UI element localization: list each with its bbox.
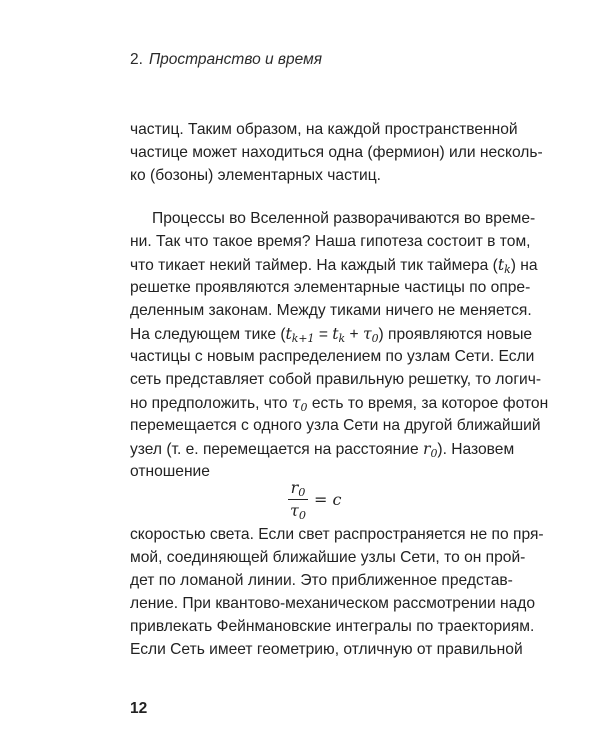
text-line: сеть представляет собой правильную решетку, то логич- — [130, 371, 542, 388]
speed-of-light-formula — [288, 478, 341, 521]
text-line: перемещается с одного узла Сети на другой ближайший — [130, 417, 541, 434]
fraction-numerator: $r_0$ — [290, 478, 306, 499]
text-line: частице может находиться одна (фермион) или несколь- — [130, 144, 543, 161]
fraction — [288, 478, 308, 521]
text-line: привлекать Фейнмановские интегралы по траекториям. — [130, 618, 535, 635]
fraction-bar — [288, 499, 308, 500]
text-line: Если Сеть имеет геометрию, отличную от правильной — [130, 641, 523, 658]
text-line: что тикает некий таймер. На каждый тик таймера $(t_k)$ на — [130, 256, 538, 276]
text-line: Процессы во Вселенной разворачиваются во време- — [152, 210, 536, 227]
chapter-number: 2. — [130, 51, 143, 68]
page-number: 12 — [130, 700, 148, 717]
text-line: решетке проявляются элементарные частицы по опре- — [130, 279, 531, 296]
running-header — [130, 51, 322, 69]
text-line: ко (бозоны) элементарных частиц. — [130, 167, 381, 184]
chapter-title: Пространство и время — [148, 51, 322, 68]
text-line: узел (т. е. перемещается на расстояние $r_0$). Назовем — [130, 440, 515, 460]
text-line: частиц. Таким образом, на каждой пространственной — [130, 121, 518, 138]
text-line: дет по ломаной линии. Это приближенное представ- — [130, 572, 513, 589]
text-line: мой, соединяющей ближайшие узлы Сети, то он прой- — [130, 549, 526, 566]
text-line: скоростью света. Если свет распространяется не по пря- — [130, 526, 544, 543]
text-line: деленным законам. Между тиками ничего не меняется. — [130, 302, 532, 319]
text-line: ление. При квантово-механическом рассмотрении надо — [130, 595, 536, 612]
text-line: На следующем тике $(t_{k+1} = t_k + \tau_0)$ проявляются новые — [130, 325, 533, 345]
text-line: но предположить, что $\tau_0$ есть то время, за которое фотон — [130, 394, 549, 414]
text-line: отношение — [130, 463, 210, 480]
text-line: ни. Так что такое время? Наша гипотеза состоит в том, — [130, 233, 531, 250]
fraction-denominator: $\tau_0$ — [290, 501, 306, 522]
formula-rhs: = c — [313, 490, 342, 509]
text-line: частицы с новым распределением по узлам Сети. Если — [130, 348, 535, 365]
